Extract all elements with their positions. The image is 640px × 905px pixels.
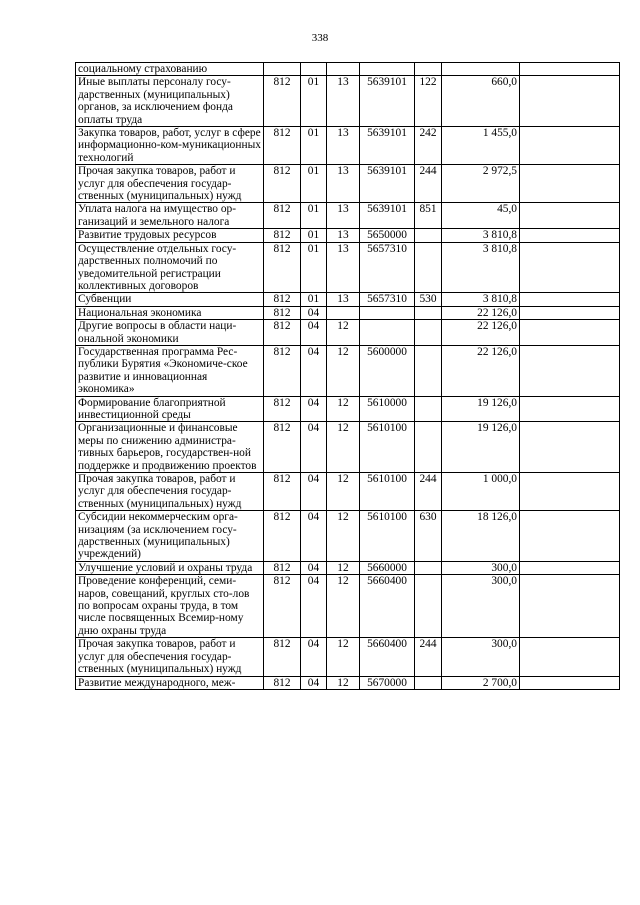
cell-section-code bbox=[301, 63, 327, 76]
cell-subsection-code: 12 bbox=[327, 345, 360, 396]
cell-amount: 19 126,0 bbox=[442, 396, 520, 422]
table-row bbox=[76, 127, 620, 165]
cell-subsection-code: 12 bbox=[327, 511, 360, 562]
cell-target-article: 5639101 bbox=[360, 76, 415, 127]
cell-expense-type bbox=[415, 676, 442, 689]
cell-target-article: 5610100 bbox=[360, 511, 415, 562]
cell-subsection-code: 13 bbox=[327, 127, 360, 165]
cell-expense-type: 851 bbox=[415, 203, 442, 229]
cell-section-code: 04 bbox=[301, 638, 327, 676]
cell-subsection-code: 12 bbox=[327, 638, 360, 676]
budget-table bbox=[75, 62, 620, 690]
cell-subsection-code: 12 bbox=[327, 396, 360, 422]
cell-subsection-code: 12 bbox=[327, 561, 360, 574]
cell-name: Уплата налога на имущество ор-ганизаций и земельного налога bbox=[76, 203, 264, 229]
cell-amount: 19 126,0 bbox=[442, 422, 520, 473]
cell-ministry-code: 812 bbox=[264, 511, 301, 562]
cell-expense-type bbox=[415, 306, 442, 319]
cell-amount: 1 000,0 bbox=[442, 473, 520, 511]
table-row bbox=[76, 638, 620, 676]
cell-subsection-code: 12 bbox=[327, 473, 360, 511]
cell-ministry-code: 812 bbox=[264, 165, 301, 203]
cell-extra bbox=[520, 203, 620, 229]
cell-subsection-code: 12 bbox=[327, 422, 360, 473]
cell-section-code: 04 bbox=[301, 676, 327, 689]
table-row bbox=[76, 203, 620, 229]
cell-ministry-code: 812 bbox=[264, 561, 301, 574]
cell-expense-type bbox=[415, 575, 442, 638]
cell-subsection-code bbox=[327, 63, 360, 76]
cell-section-code: 01 bbox=[301, 203, 327, 229]
cell-section-code: 01 bbox=[301, 242, 327, 293]
cell-ministry-code: 812 bbox=[264, 422, 301, 473]
cell-name: Субсидии некоммерческим орга-низациям (за исключением госу-дарственных (муниципальных) учреждений) bbox=[76, 511, 264, 562]
cell-section-code: 01 bbox=[301, 76, 327, 127]
cell-subsection-code: 12 bbox=[327, 676, 360, 689]
cell-name: социальному страхованию bbox=[76, 63, 264, 76]
cell-name: Субвенции bbox=[76, 293, 264, 306]
cell-section-code: 01 bbox=[301, 229, 327, 242]
cell-section-code: 04 bbox=[301, 575, 327, 638]
cell-extra bbox=[520, 422, 620, 473]
table-row bbox=[76, 165, 620, 203]
cell-ministry-code: 812 bbox=[264, 76, 301, 127]
cell-ministry-code: 812 bbox=[264, 575, 301, 638]
cell-name: Развитие международного, меж- bbox=[76, 676, 264, 689]
cell-expense-type: 244 bbox=[415, 638, 442, 676]
cell-amount: 3 810,8 bbox=[442, 229, 520, 242]
cell-expense-type bbox=[415, 422, 442, 473]
cell-target-article bbox=[360, 63, 415, 76]
cell-target-article: 5650000 bbox=[360, 229, 415, 242]
cell-target-article: 5660000 bbox=[360, 561, 415, 574]
cell-name: Прочая закупка товаров, работ и услуг для обеспечения государ-ственных (муниципальных) нужд bbox=[76, 165, 264, 203]
cell-amount: 3 810,8 bbox=[442, 293, 520, 306]
table-body bbox=[76, 63, 620, 690]
cell-section-code: 04 bbox=[301, 422, 327, 473]
cell-subsection-code: 13 bbox=[327, 293, 360, 306]
cell-subsection-code: 13 bbox=[327, 242, 360, 293]
cell-expense-type: 630 bbox=[415, 511, 442, 562]
cell-ministry-code: 812 bbox=[264, 345, 301, 396]
cell-section-code: 01 bbox=[301, 293, 327, 306]
table-row bbox=[76, 473, 620, 511]
cell-ministry-code: 812 bbox=[264, 229, 301, 242]
cell-amount: 18 126,0 bbox=[442, 511, 520, 562]
cell-ministry-code bbox=[264, 63, 301, 76]
table-row bbox=[76, 242, 620, 293]
cell-expense-type bbox=[415, 561, 442, 574]
cell-extra bbox=[520, 575, 620, 638]
cell-name: Формирование благоприятной инвестиционной среды bbox=[76, 396, 264, 422]
page-number: 338 bbox=[311, 32, 329, 44]
cell-ministry-code: 812 bbox=[264, 306, 301, 319]
cell-name: Иные выплаты персоналу госу-дарственных (муниципальных) органов, за исключением фонда оплаты труда bbox=[76, 76, 264, 127]
cell-target-article: 5610000 bbox=[360, 396, 415, 422]
cell-amount bbox=[442, 63, 520, 76]
cell-expense-type: 122 bbox=[415, 76, 442, 127]
table-row bbox=[76, 575, 620, 638]
cell-amount: 22 126,0 bbox=[442, 306, 520, 319]
table-row bbox=[76, 511, 620, 562]
cell-ministry-code: 812 bbox=[264, 127, 301, 165]
cell-name: Улучшение условий и охраны труда bbox=[76, 561, 264, 574]
cell-target-article: 5660400 bbox=[360, 575, 415, 638]
cell-target-article: 5639101 bbox=[360, 127, 415, 165]
cell-target-article: 5657310 bbox=[360, 293, 415, 306]
table-row bbox=[76, 345, 620, 396]
cell-ministry-code: 812 bbox=[264, 676, 301, 689]
cell-target-article bbox=[360, 320, 415, 346]
cell-extra bbox=[520, 561, 620, 574]
cell-section-code: 04 bbox=[301, 320, 327, 346]
cell-ministry-code: 812 bbox=[264, 638, 301, 676]
cell-extra bbox=[520, 511, 620, 562]
cell-expense-type bbox=[415, 242, 442, 293]
table-row bbox=[76, 422, 620, 473]
cell-expense-type: 244 bbox=[415, 165, 442, 203]
cell-name: Закупка товаров, работ, услуг в сфере информационно-ком-муникационных технологий bbox=[76, 127, 264, 165]
cell-amount: 22 126,0 bbox=[442, 320, 520, 346]
table-row bbox=[76, 76, 620, 127]
cell-extra bbox=[520, 229, 620, 242]
cell-name: Государственная программа Рес-публики Бурятия «Экономиче-ское развитие и инновационная экономика» bbox=[76, 345, 264, 396]
cell-subsection-code: 13 bbox=[327, 203, 360, 229]
table-row bbox=[76, 63, 620, 76]
cell-name: Осуществление отдельных госу-дарственных полномочий по уведомительной регистрации коллективных договоров bbox=[76, 242, 264, 293]
cell-subsection-code: 12 bbox=[327, 320, 360, 346]
cell-name: Другие вопросы в области наци-ональной экономики bbox=[76, 320, 264, 346]
cell-expense-type bbox=[415, 320, 442, 346]
cell-subsection-code: 13 bbox=[327, 165, 360, 203]
cell-subsection-code: 12 bbox=[327, 575, 360, 638]
cell-amount: 300,0 bbox=[442, 575, 520, 638]
cell-extra bbox=[520, 306, 620, 319]
cell-ministry-code: 812 bbox=[264, 396, 301, 422]
cell-section-code: 04 bbox=[301, 561, 327, 574]
cell-amount: 300,0 bbox=[442, 561, 520, 574]
table-row bbox=[76, 306, 620, 319]
cell-amount: 1 455,0 bbox=[442, 127, 520, 165]
cell-extra bbox=[520, 293, 620, 306]
table-row bbox=[76, 676, 620, 689]
cell-section-code: 01 bbox=[301, 127, 327, 165]
cell-name: Организационные и финансовые меры по снижению администра-тивных барьеров, государствен-ной поддержке и продвижению проектов bbox=[76, 422, 264, 473]
cell-ministry-code: 812 bbox=[264, 242, 301, 293]
cell-expense-type: 530 bbox=[415, 293, 442, 306]
cell-section-code: 04 bbox=[301, 473, 327, 511]
cell-ministry-code: 812 bbox=[264, 320, 301, 346]
cell-section-code: 04 bbox=[301, 306, 327, 319]
cell-target-article: 5610100 bbox=[360, 422, 415, 473]
cell-extra bbox=[520, 638, 620, 676]
table-row bbox=[76, 561, 620, 574]
cell-amount: 300,0 bbox=[442, 638, 520, 676]
table-row bbox=[76, 320, 620, 346]
cell-target-article: 5660400 bbox=[360, 638, 415, 676]
cell-expense-type: 244 bbox=[415, 473, 442, 511]
cell-expense-type bbox=[415, 63, 442, 76]
cell-target-article: 5610100 bbox=[360, 473, 415, 511]
cell-expense-type: 242 bbox=[415, 127, 442, 165]
cell-section-code: 04 bbox=[301, 345, 327, 396]
cell-expense-type bbox=[415, 345, 442, 396]
cell-extra bbox=[520, 76, 620, 127]
cell-section-code: 04 bbox=[301, 511, 327, 562]
cell-extra bbox=[520, 396, 620, 422]
cell-name: Развитие трудовых ресурсов bbox=[76, 229, 264, 242]
cell-amount: 22 126,0 bbox=[442, 345, 520, 396]
table-row bbox=[76, 229, 620, 242]
cell-name: Национальная экономика bbox=[76, 306, 264, 319]
cell-subsection-code: 13 bbox=[327, 76, 360, 127]
cell-expense-type bbox=[415, 229, 442, 242]
cell-extra bbox=[520, 127, 620, 165]
cell-target-article: 5639101 bbox=[360, 165, 415, 203]
cell-name: Прочая закупка товаров, работ и услуг для обеспечения государ-ственных (муниципальных) нужд bbox=[76, 473, 264, 511]
cell-target-article: 5639101 bbox=[360, 203, 415, 229]
cell-target-article: 5657310 bbox=[360, 242, 415, 293]
cell-subsection-code bbox=[327, 306, 360, 319]
cell-extra bbox=[520, 63, 620, 76]
cell-amount: 45,0 bbox=[442, 203, 520, 229]
cell-section-code: 04 bbox=[301, 396, 327, 422]
cell-target-article: 5670000 bbox=[360, 676, 415, 689]
cell-subsection-code: 13 bbox=[327, 229, 360, 242]
cell-name: Прочая закупка товаров, работ и услуг для обеспечения государ-ственных (муниципальных) нужд bbox=[76, 638, 264, 676]
cell-amount: 660,0 bbox=[442, 76, 520, 127]
cell-target-article: 5600000 bbox=[360, 345, 415, 396]
cell-extra bbox=[520, 345, 620, 396]
table-row bbox=[76, 293, 620, 306]
cell-target-article bbox=[360, 306, 415, 319]
cell-extra bbox=[520, 320, 620, 346]
cell-extra bbox=[520, 242, 620, 293]
cell-ministry-code: 812 bbox=[264, 293, 301, 306]
cell-expense-type bbox=[415, 396, 442, 422]
cell-amount: 2 972,5 bbox=[442, 165, 520, 203]
cell-amount: 3 810,8 bbox=[442, 242, 520, 293]
cell-extra bbox=[520, 165, 620, 203]
cell-amount: 2 700,0 bbox=[442, 676, 520, 689]
cell-extra bbox=[520, 473, 620, 511]
table-row bbox=[76, 396, 620, 422]
cell-section-code: 01 bbox=[301, 165, 327, 203]
cell-ministry-code: 812 bbox=[264, 203, 301, 229]
cell-name: Проведение конференций, семи-наров, совещаний, круглых сто-лов по вопросам охраны труда, в том числе посвященных Всемир-ному дню охраны труда bbox=[76, 575, 264, 638]
cell-ministry-code: 812 bbox=[264, 473, 301, 511]
cell-extra bbox=[520, 676, 620, 689]
